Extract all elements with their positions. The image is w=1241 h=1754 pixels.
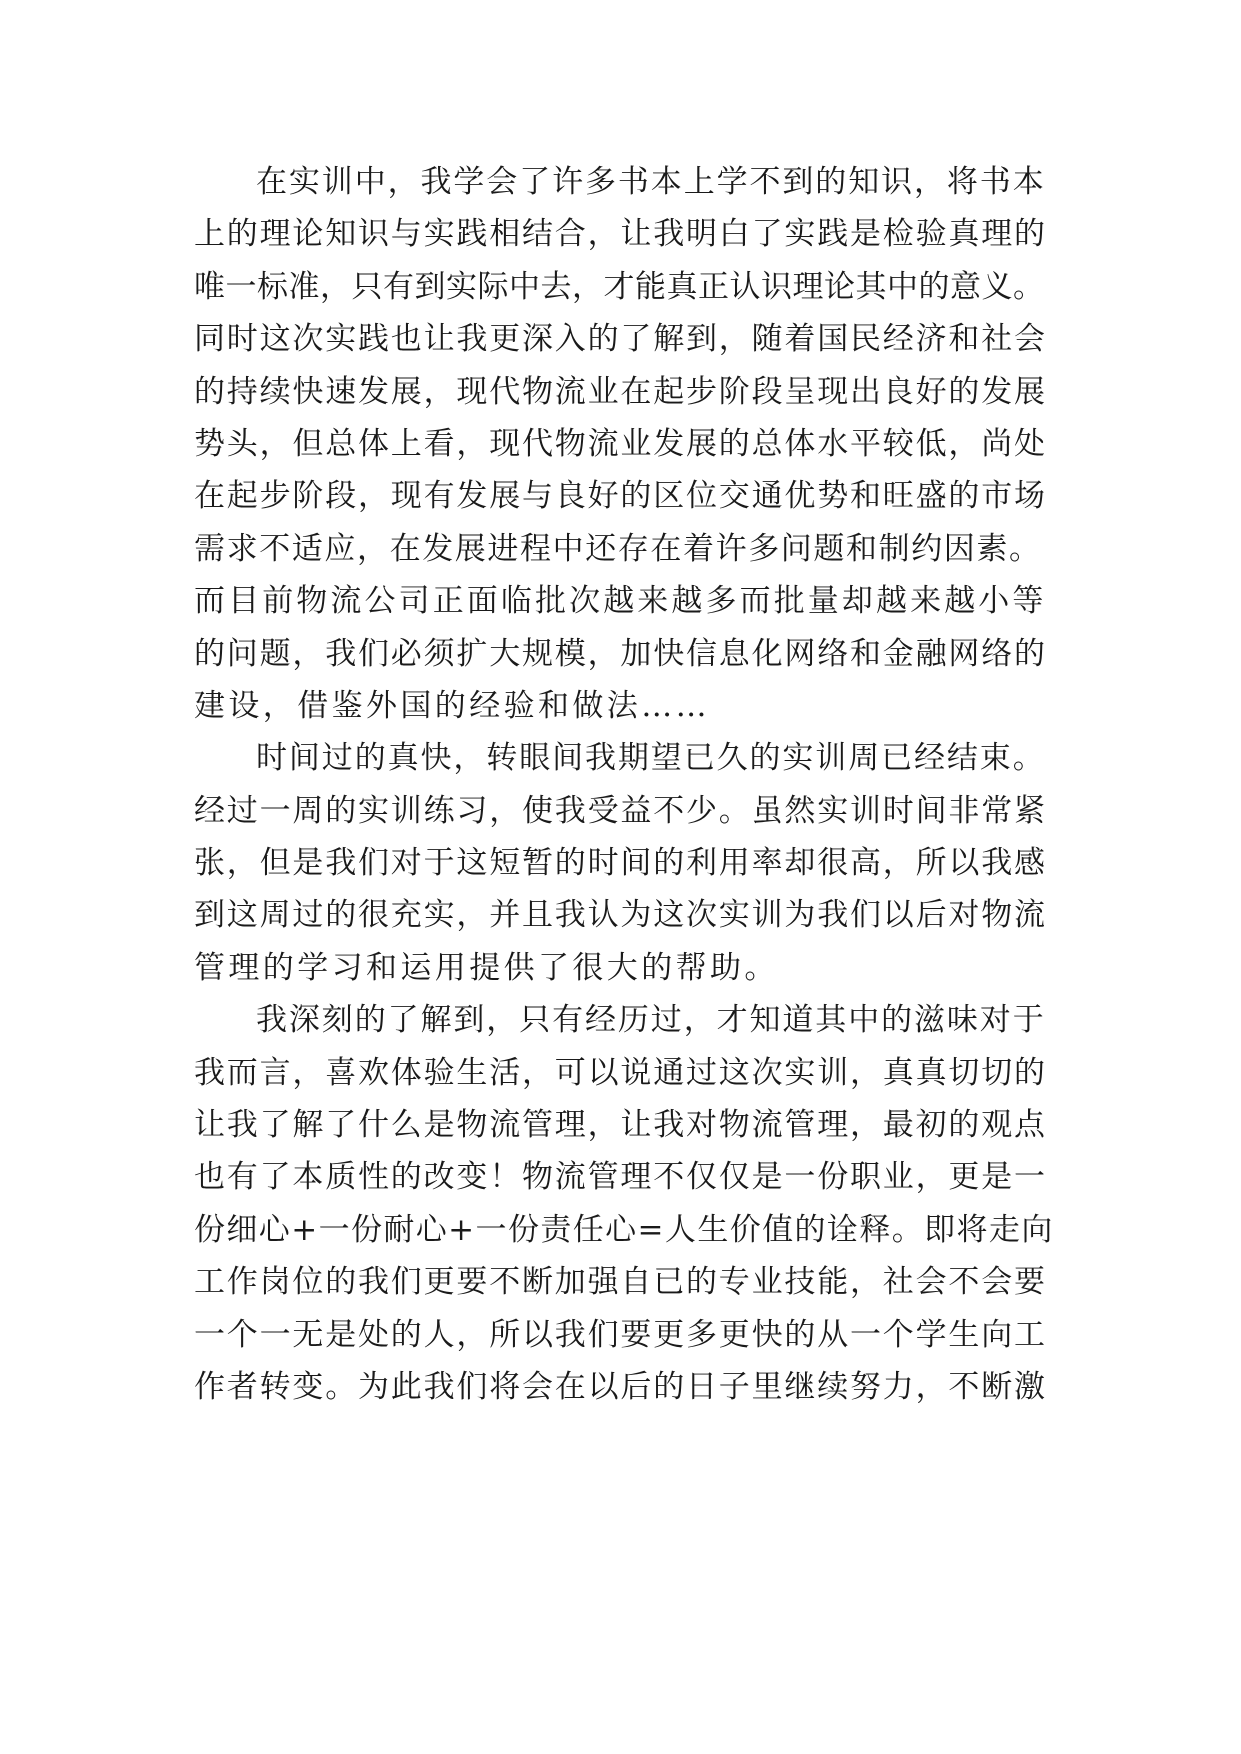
text-line: 管理的学习和运用提供了很大的帮助。 [194, 949, 779, 986]
text-line: 需求不适应，在发展进程中还存在着许多问题和制约因素。 [194, 530, 1042, 567]
text-line: 的持续快速发展，现代物流业在起步阶段呈现出良好的发展 [194, 373, 1047, 410]
text-line: 上的理论知识与实践相结合，让我明白了实践是检验真理的 [194, 216, 1047, 253]
text-line: 时间过的真快，转眼间我期望已久的实训周已经结束。 [256, 740, 1046, 777]
text-line: 同时这次实践也让我更深入的了解到，随着国民经济和社会 [194, 321, 1047, 358]
text-line: 我而言，喜欢体验生活，可以说通过这次实训，真真切切的 [194, 1054, 1047, 1091]
text-line: 在起步阶段，现有发展与良好的区位交通优势和旺盛的市场 [194, 478, 1047, 515]
text-line: 一个一无是处的人，所以我们要更多更快的从一个学生向工 [194, 1316, 1047, 1353]
text-line: 让我了解了什么是物流管理，让我对物流管理，最初的观点 [194, 1107, 1047, 1144]
text-line: 我深刻的了解到，只有经历过，才知道其中的滋味对于 [256, 1002, 1046, 1039]
text-line: 而目前物流公司正面临批次越来越多而批量却越来越小等 [194, 583, 1047, 620]
paragraph-1 [194, 156, 1054, 732]
text-line: 的问题，我们必须扩大规模，加快信息化网络和金融网络的 [194, 635, 1047, 672]
text-line: 作者转变。为此我们将会在以后的日子里继续努力，不断激 [194, 1368, 1047, 1405]
text-line: 工作岗位的我们更要不断加强自已的专业技能，社会不会要 [194, 1264, 1047, 1301]
text-line: 经过一周的实训练习，使我受益不少。虽然实训时间非常紧 [194, 792, 1047, 829]
text-line: 张，但是我们对于这短暂的时间的利用率却很高，所以我感 [194, 845, 1047, 882]
text-line: 势头，但总体上看，现代物流业发展的总体水平较低，尚处 [194, 425, 1047, 462]
text-line: 唯一标准，只有到实际中去，才能真正认识理论其中的意义。 [194, 268, 1045, 305]
text-line: 建设，借鉴外国的经验和做法…… [194, 687, 710, 724]
paragraph-2 [194, 732, 1054, 994]
paragraph-3 [194, 994, 1054, 1413]
text-line: 到这周过的很充实，并且我认为这次实训为我们以后对物流 [194, 897, 1047, 934]
text-line: 在实训中，我学会了许多书本上学不到的知识，将书本 [256, 164, 1046, 200]
text-line: 也有了本质性的改变！物流管理不仅仅是一份职业，更是一 [194, 1159, 1047, 1196]
document-body [194, 156, 1054, 1413]
text-line: 份细心+一份耐心+一份责任心=人生价值的诠释。即将走向 [194, 1211, 1054, 1248]
